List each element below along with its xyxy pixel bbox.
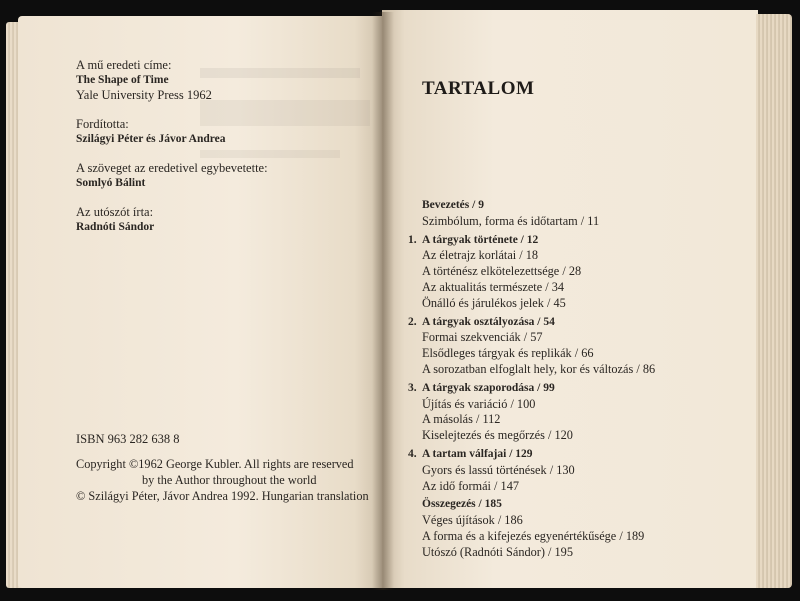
toc-chapter — [402, 497, 742, 513]
original-title: The Shape of Time — [76, 74, 169, 86]
toc-entry — [402, 428, 742, 444]
copyright-block — [76, 456, 376, 504]
toc-chapter-number: 3. — [408, 381, 417, 394]
toc-chapter-number: 4. — [408, 447, 417, 460]
toc-entry-text: Összegezés / 185 — [422, 498, 502, 511]
toc-entry — [402, 214, 742, 230]
afterword-block — [76, 205, 376, 235]
afterword-by: Radnóti Sándor — [76, 221, 155, 233]
colophon — [76, 58, 376, 249]
toc-entry-text: Kiselejtezés és megőrzés / 120 — [422, 428, 573, 443]
toc-entry-text: Az életrajz korlátai / 18 — [422, 248, 539, 263]
toc-chapter — [402, 447, 742, 463]
watermark-shape — [302, 244, 502, 334]
toc-chapter-number: 2. — [408, 315, 417, 328]
toc-entry — [402, 362, 742, 378]
toc-entry-text: Szimbólum, forma és időtartam / 11 — [422, 213, 600, 228]
isbn: ISBN 963 282 638 8 — [76, 432, 180, 446]
copyright-line: Copyright ©1962 George Kubler. All rights are reserved — [76, 457, 354, 471]
contents-heading: TARTALOM — [422, 78, 535, 99]
toc-entry — [402, 545, 742, 561]
copyright-line: by the Author throughout the world — [142, 473, 317, 487]
toc-chapter — [402, 381, 742, 397]
compared-label: A szöveget az eredetivel egybevetette: — [76, 161, 268, 175]
toc-entry-text: Az idő formái / 147 — [422, 478, 519, 493]
toc-chapter — [402, 198, 742, 214]
toc-entry — [402, 397, 742, 413]
toc-entry-text: Önálló és járulékos jelek / 45 — [422, 295, 566, 310]
toc-entry — [402, 513, 742, 529]
right-page-edges — [756, 14, 792, 588]
compared-by: Somlyó Bálint — [76, 177, 146, 189]
compared-block — [76, 161, 376, 191]
afterword-label: Az utószót írta: — [76, 205, 154, 219]
toc-entry-text: A forma és a kifejezés egyenértékűsége / 189 — [422, 528, 645, 543]
translators: Szilágyi Péter és Jávor Andrea — [76, 133, 226, 145]
translators-block — [76, 117, 376, 147]
toc-entry-text: Az aktualitás természete / 34 — [422, 279, 565, 294]
toc-entry-text: Utószó (Radnóti Sándor) / 195 — [422, 544, 573, 559]
toc-entry-text: Véges újítások / 186 — [422, 513, 523, 528]
toc-entry-text: Formai szekvenciák / 57 — [422, 330, 543, 345]
toc-entry — [402, 346, 742, 362]
toc-entry-text: A tárgyak története / 12 — [422, 233, 539, 246]
publisher: Yale University Press 1962 — [76, 88, 212, 102]
toc-entry — [402, 529, 742, 545]
toc-entry — [402, 412, 742, 428]
original-title-label: A mű eredeti címe: — [76, 58, 172, 72]
toc-chapter-number: 1. — [408, 233, 417, 246]
toc-entry-text: A sorozatban elfoglalt hely, kor és változás / 86 — [422, 361, 656, 376]
toc-entry-text: Gyors és lassú történések / 130 — [422, 462, 575, 477]
toc-entry — [402, 463, 742, 479]
toc-entry-text: A másolás / 112 — [422, 412, 501, 427]
toc-entry-text: A tárgyak osztályozása / 54 — [422, 315, 555, 328]
toc-entry — [402, 479, 742, 495]
toc-entry-text: Újítás és variáció / 100 — [422, 396, 536, 411]
toc-entry-text: A történész elkötelezettsége / 28 — [422, 264, 582, 279]
toc-entry-text: Elsődleges tárgyak és replikák / 66 — [422, 346, 594, 361]
toc-entry-text: A tartam válfajai / 129 — [422, 447, 533, 460]
original-title-block — [76, 58, 376, 103]
copyright-line: © Szilágyi Péter, Jávor Andrea 1992. Hungarian translation — [76, 489, 369, 503]
toc-entry-text: A tárgyak szaporodása / 99 — [422, 381, 555, 394]
toc-entry-text: Bevezetés / 9 — [422, 199, 484, 211]
translated-by-label: Fordította: — [76, 117, 129, 131]
